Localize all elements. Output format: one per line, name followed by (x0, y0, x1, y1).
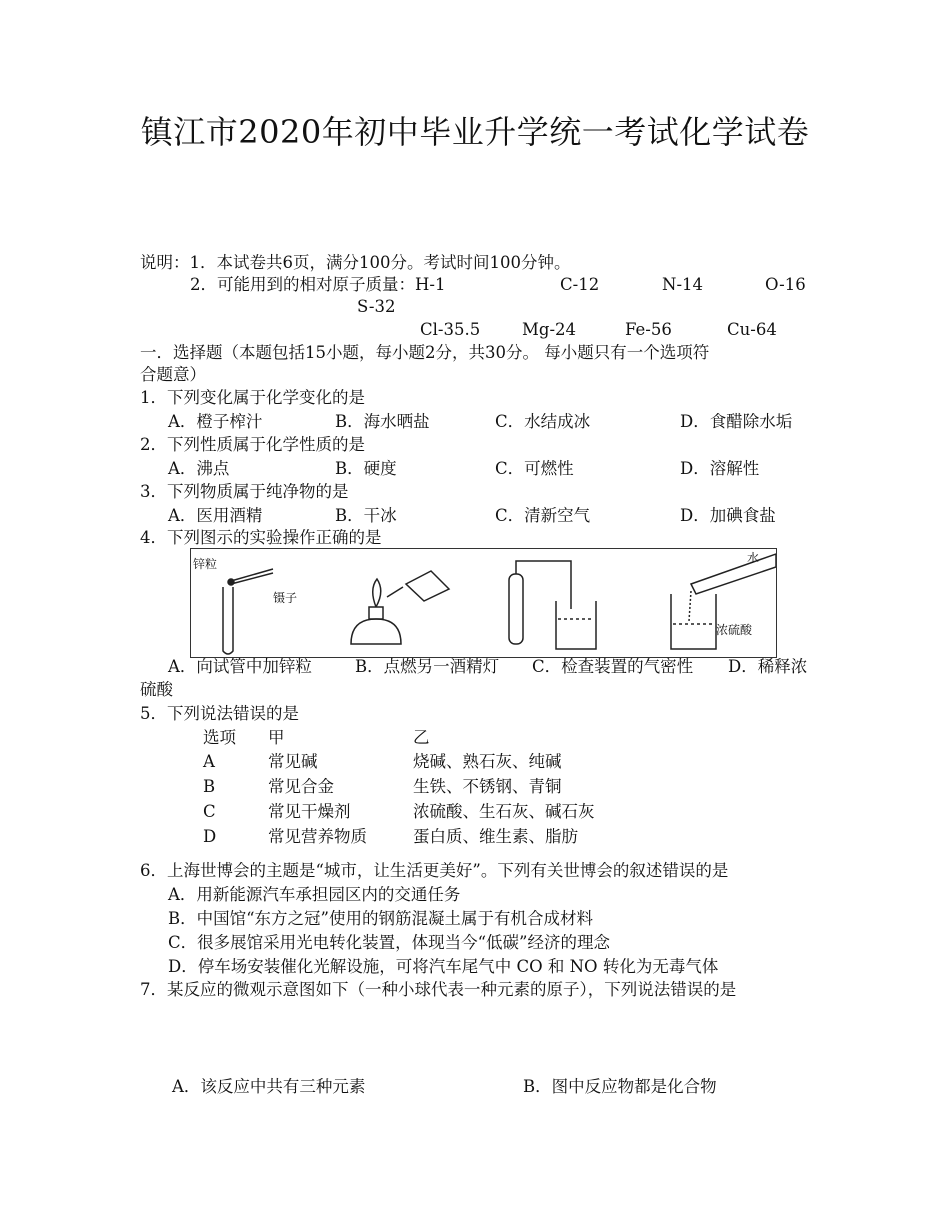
q3-option-d: D．加碘食盐 (680, 506, 776, 525)
q5-header-jia: 甲 (268, 728, 285, 747)
note-3-magnesium: Mg-24 (522, 320, 577, 339)
note-3-iron: Fe-56 (625, 320, 672, 339)
q1-option-d: D．食醋除水垢 (680, 412, 793, 431)
q5-stem: 5．下列说法错误的是 (140, 704, 299, 723)
label-conc-sulfuric-acid: 浓硫酸 (716, 623, 753, 637)
note-1: 说明：1．本试卷共6页，满分100分。考试时间100分钟。 (140, 253, 571, 272)
note-3-chlorine: Cl-35.5 (420, 320, 481, 339)
q5-row-category: 常见碱 (268, 752, 318, 771)
q5-row-items: 浓硫酸、生石灰、碱石灰 (413, 802, 595, 821)
section-heading: 一．选择题（本题包括15小题，每小题2分，共30分。 每小题只有一个选项符 (140, 343, 710, 362)
q2-option-d: D．溶解性 (680, 459, 760, 478)
q5-row-label: A (203, 752, 215, 771)
q5-row-label: D (203, 827, 217, 846)
q7-option-b: B．图中反应物都是化合物 (523, 1077, 717, 1096)
q5-row-label: C (203, 802, 216, 821)
q4-stem: 4．下列图示的实验操作正确的是 (140, 528, 382, 547)
q4-option-c: C．检查装置的气密性 (532, 657, 694, 676)
q6-option-d: D．停车场安装催化光解设施，可将汽车尾气中 CO 和 NO 转化为无毒气体 (168, 957, 719, 976)
q1-option-b: B．海水晒盐 (335, 412, 430, 431)
q2-option-c: C．可燃性 (495, 459, 574, 478)
q1-stem: 1．下列变化属于化学变化的是 (140, 388, 365, 407)
q4-option-a: A．向试管中加锌粒 (168, 657, 312, 676)
q6-option-b: B．中国馆“东方之冠”使用的钢筋混凝土属于有机合成材料 (168, 909, 593, 928)
q3-option-b: B．干冰 (335, 506, 397, 525)
label-water: 水 (747, 551, 760, 565)
q5-header-option: 选项 (203, 728, 236, 747)
q5-row-items: 蛋白质、维生素、脂肪 (413, 827, 578, 846)
q3-stem: 3．下列物质属于纯净物的是 (140, 482, 349, 501)
q1-option-c: C．水结成冰 (495, 412, 591, 431)
q4-option-b: B．点燃另一酒精灯 (355, 657, 500, 676)
q5-row-items: 生铁、不锈钢、青铜 (413, 777, 562, 796)
q6-stem: 6．上海世博会的主题是“城市，让生活更美好”。下列有关世博会的叙述错误的是 (140, 861, 729, 880)
q3-option-c: C．清新空气 (495, 506, 591, 525)
q5-row-items: 烧碱、熟石灰、纯碱 (413, 752, 562, 771)
note-2-label: 2．可能用到的相对原子质量：H-1 (190, 275, 446, 294)
q1-option-a: A．橙子榨汁 (168, 412, 263, 431)
note-2-nitrogen: N-14 (662, 275, 704, 294)
test-tube-icon (223, 587, 233, 654)
label-zinc: 锌粒 (193, 557, 218, 571)
q4-option-d-cont: 硫酸 (140, 680, 173, 699)
note-2-carbon: C-12 (560, 275, 600, 294)
q7-stem: 7．某反应的微观示意图如下（一种小球代表一种元素的原子），下列说法错误的是 (140, 980, 737, 999)
note-2-oxygen: O-16 (765, 275, 806, 294)
note-2-sulfur: S-32 (357, 297, 396, 316)
q5-row-category: 常见营养物质 (268, 827, 367, 846)
note-3-copper: Cu-64 (727, 320, 777, 339)
beaker-icon-2 (671, 594, 716, 649)
page-title: 镇江市2020年初中毕业升学统一考试化学试卷 (140, 113, 810, 151)
q2-stem: 2．下列性质属于化学性质的是 (140, 435, 365, 454)
q3-option-a: A．医用酒精 (168, 506, 263, 525)
q6-option-c: C．很多展馆采用光电转化装置，体现当今“低碳”经济的理念 (168, 933, 610, 952)
q5-row-category: 常见干燥剂 (268, 802, 351, 821)
experiment-figure (190, 548, 777, 658)
section-heading-cont: 合题意） (140, 365, 206, 384)
q5-row-category: 常见合金 (268, 777, 334, 796)
alcohol-lamp-icon (351, 619, 401, 644)
label-tweezers: 镊子 (273, 591, 298, 605)
q5-row-label: B (203, 777, 216, 796)
q4-option-d: D．稀释浓 (728, 657, 808, 676)
q2-option-b: B．硬度 (335, 459, 397, 478)
q5-header-yi: 乙 (413, 728, 430, 747)
q6-option-a: A．用新能源汽车承担园区内的交通任务 (168, 885, 461, 904)
q2-option-a: A．沸点 (168, 459, 230, 478)
q7-option-a: A．该反应中共有三种元素 (172, 1077, 366, 1096)
beaker-icon (556, 601, 596, 649)
